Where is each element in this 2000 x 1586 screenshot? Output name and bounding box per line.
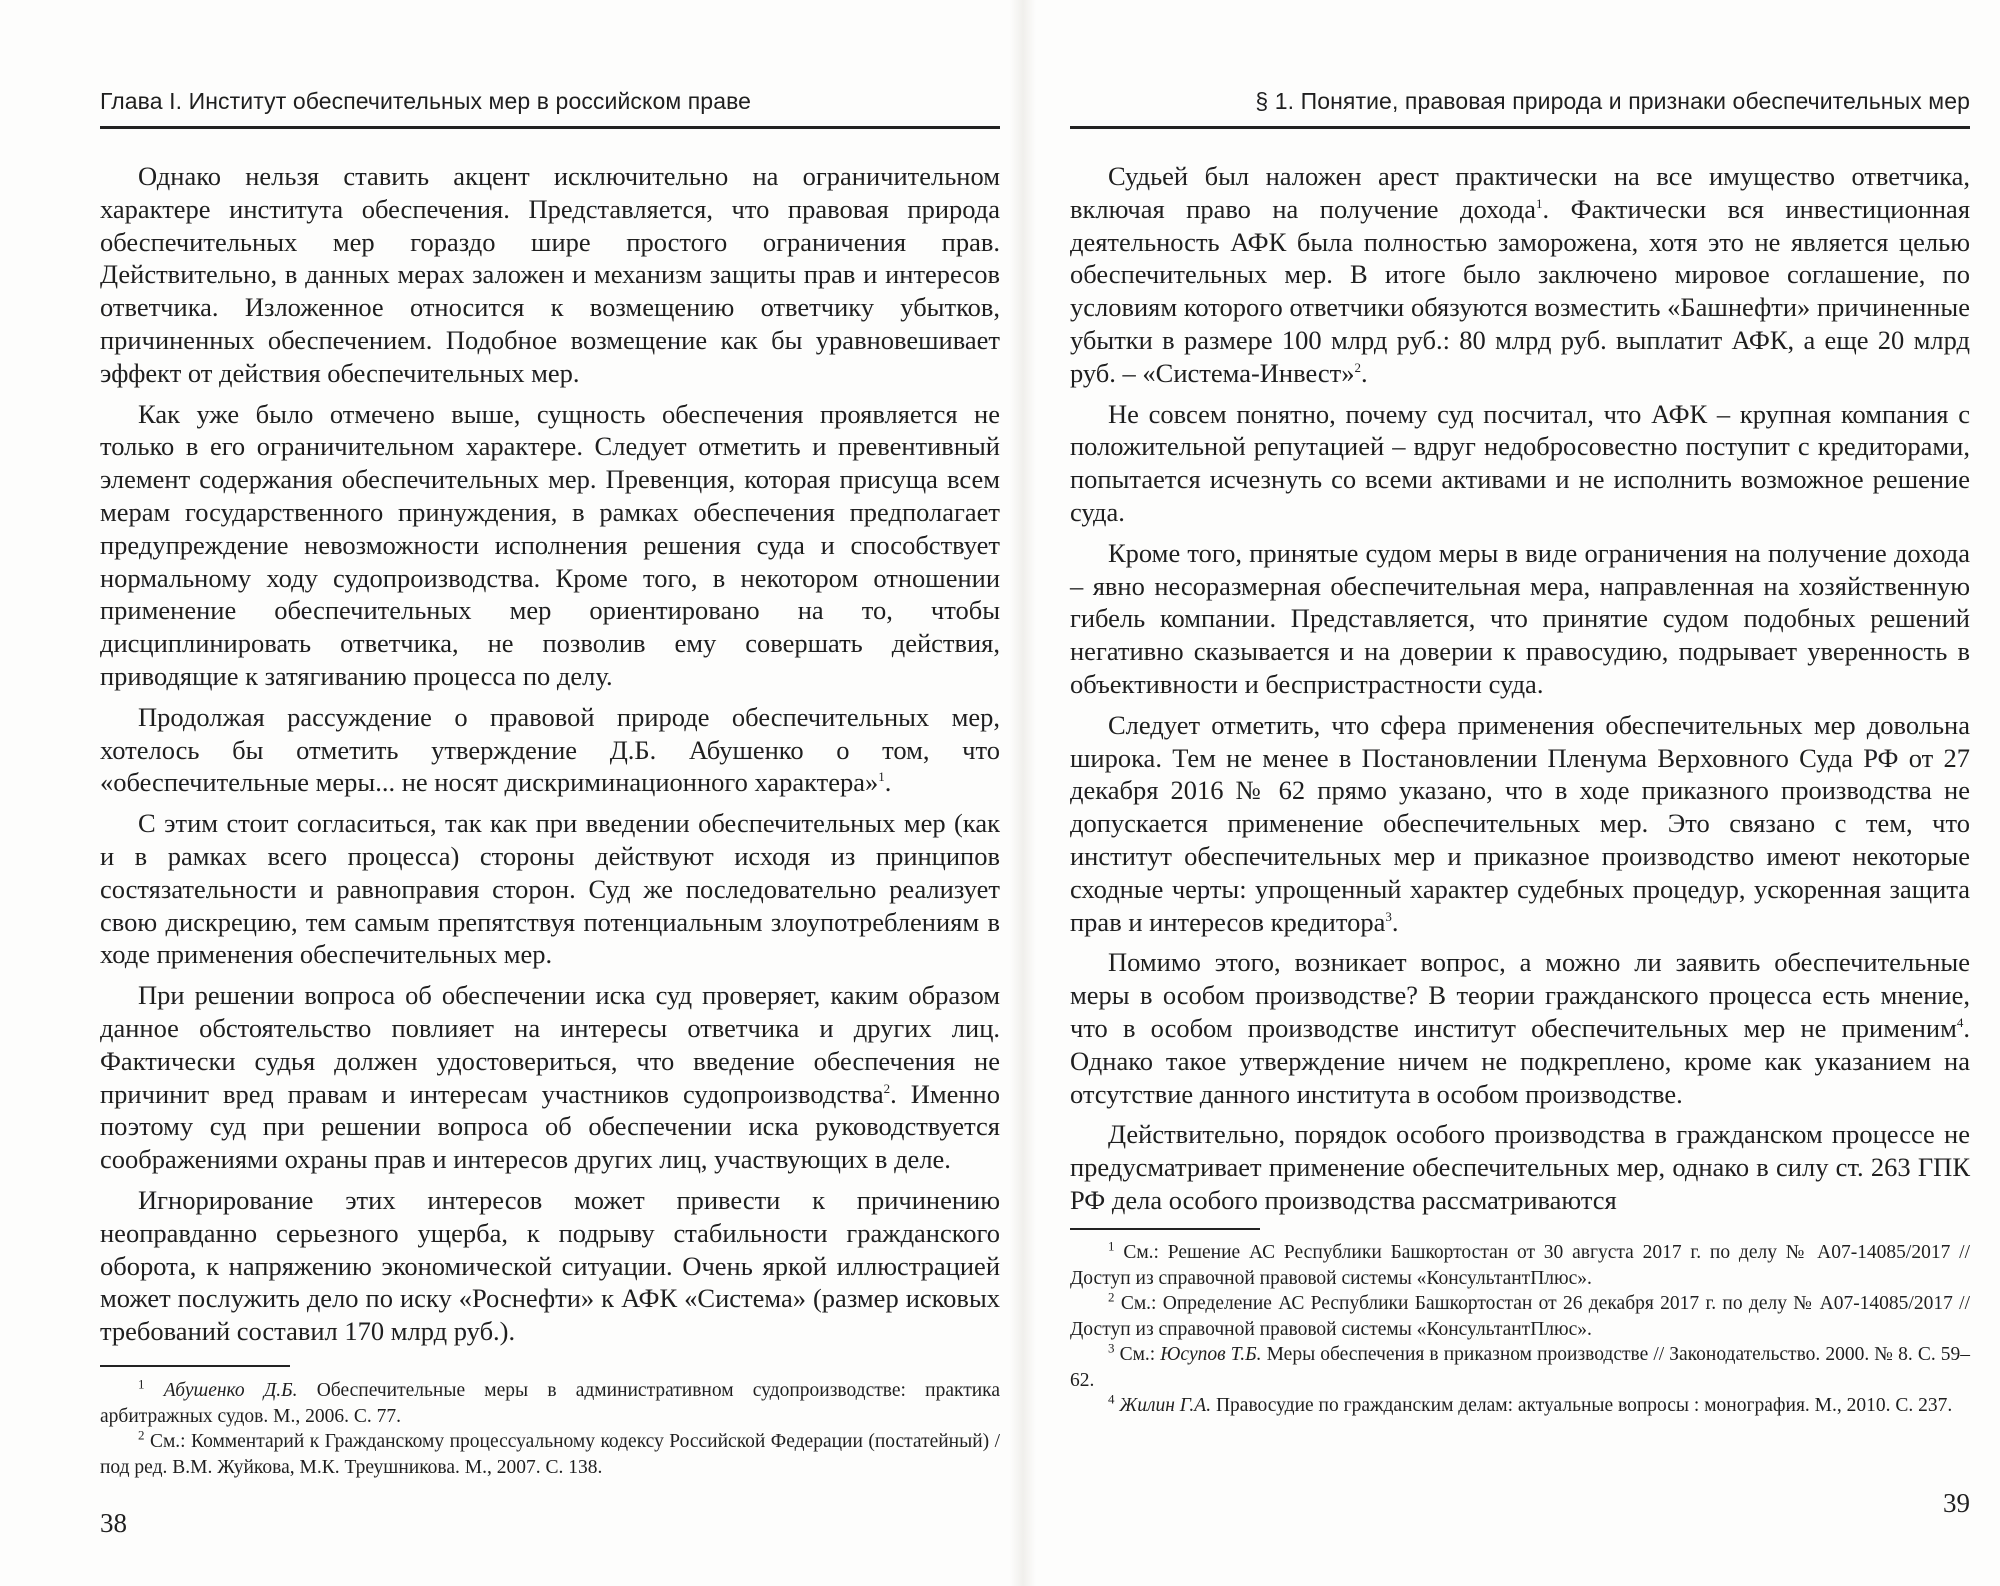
paragraph: Продолжая рассуждение о правовой природе обеспечительных мер, хотелось бы отметить утверждение Д.Б. Абушенко о том, что «обеспечительные меры... не носят дискриминационного характера»$^1$. bbox=[100, 701, 1000, 798]
left-page bbox=[100, 0, 1000, 1586]
right-footnotes bbox=[1070, 1240, 1970, 1419]
paragraph: При решении вопроса об обеспечении иска суд проверяет, каким образом данное обстоятельство повлияет на интересы ответчика и других лиц. Фактически судья должен удостовериться, что введение обеспечения не причинит вред правам и интересам участников судопроизводства$^2$. Именно поэтому суд при решении вопроса об обеспечении иска руководствуется соображениями охраны прав и интересов других лиц, участвующих в деле. bbox=[100, 980, 1000, 1175]
footnote-mark: 1 bbox=[138, 1376, 145, 1392]
footnote-mark: 2 bbox=[138, 1427, 145, 1443]
paragraph-text: Однако такое утверждение ничем не подкреплено, кроме как указанием на отсутствие данного института в особом производстве. bbox=[1070, 1045, 1970, 1109]
footnote-ref[interactable]: 1 bbox=[1536, 195, 1543, 211]
footnote-text: См.: Определение АС Республики Башкортостан от 26 декабря 2017 г. по делу № А07-14085/2017 // Доступ из справочной правовой системы «КонсультантПлюс». bbox=[1070, 1293, 1970, 1340]
paragraph: С этим стоит согласиться, так как при введении обеспечительных мер (как и в рамках всего процесса) стороны действуют исходя из принципов состязательности и равноправия сторон. Суд же последовательно реализует свою дискрецию, тем самым препятствуя потенциальным злоупотреблениям в ходе применения обеспечительных мер. bbox=[100, 808, 1000, 970]
paragraph: Однако нельзя ставить акцент исключительно на ограничительном характере института обеспечения. Представляется, что правовая природа обеспечительных мер гораздо шире простого ограничения прав. Действительно, в данных мерах заложен и механизм защиты прав и интересов ответчика. Изложенное относится к возмещению ответчику убытков, причиненных обеспечением. Подобное возмещение как бы уравновешивает эффект от действия обеспечительных мер. bbox=[100, 161, 1000, 388]
footnote-mark: 4 bbox=[1108, 1391, 1115, 1407]
footnote-ref[interactable]: 4 bbox=[1956, 1015, 1964, 1031]
paragraph: Игнорирование этих интересов может привести к причинению неоправданно серьезного ущерба, к подрыву стабильности гражданского оборота, к напряжению экономической ситуации. Очень яркой иллюстрацией может послужить дело по иску «Роснефти» к АФК «Система» (размер исковых требований составил 170 млрд руб.). bbox=[100, 1184, 1000, 1347]
paragraph-text: Именно поэтому суд при решении вопроса об обеспечении иска руководствуется соображениями охраны прав и интересов других лиц, участвующих в деле. bbox=[100, 1078, 1000, 1175]
footnote-author: Юсупов Т.Б. bbox=[1160, 1344, 1262, 1365]
left-body-text bbox=[100, 160, 1000, 1356]
footnote-text: Меры обеспечения в приказном производстве // Законодательство. 2000. № 8. С. 59–62. bbox=[1070, 1344, 1971, 1391]
footnote-prefix: См.: bbox=[1119, 1344, 1156, 1365]
footnote bbox=[1070, 1342, 1970, 1393]
footnote-author: Жилин Г.А. bbox=[1119, 1395, 1212, 1416]
paragraph: Судьей был наложен арест практически на все имущество ответчика, включая право на получение дохода$^1$. Фактически вся инвестиционная деятельность АФК была полностью заморожена, хотя это не является целью обеспечительных мер. В итоге было заключено мировое соглашение, по условиям которого ответчики обязуются возместить «Башнефти» причиненные убытки в размере 100 млрд руб.: 80 млрд руб. выплатит АФК, а еще 20 млрд руб. – «Система-Инвест»$^2$. bbox=[1070, 161, 1971, 388]
right-page bbox=[1070, 0, 1970, 1586]
left-page-number: 38 bbox=[100, 1508, 127, 1538]
paragraph: Помимо этого, возникает вопрос, а можно ли заявить обеспечительные меры в особом производстве? В теории гражданского процесса есть мнение, что в особом производстве институт обеспечительных мер не применим$^4$. Однако такое утверждение ничем не подкреплено, кроме как указанием на отсутствие данного института в особом производстве. bbox=[1070, 947, 1970, 1109]
footnote-ref[interactable]: 3 bbox=[1385, 908, 1392, 924]
right-page-number: 39 bbox=[1943, 1488, 1970, 1518]
footnote-text: См.: Комментарий к Гражданскому процессуальному кодексу Российской Федерации (постатейный) / под ред. В.М. Жуйкова, М.К. Треушникова. М., 2007. С. 138. bbox=[100, 1431, 1001, 1478]
paragraph-text: Помимо этого, возникает вопрос, а можно ли заявить обеспечительные меры в особом производстве? В теории гражданского процесса есть мнение, что в особом производстве институт обеспечительных мер не применим bbox=[1070, 947, 1970, 1043]
footnote-mark: 3 bbox=[1108, 1340, 1115, 1356]
paragraph-text: Фактически вся инвестиционная деятельность АФК была полностью заморожена, хотя это не является целью обеспечительных мер. В итоге было заключено мировое соглашение, по условиям которого ответчики обязуются возместить «Башнефти» причиненные убытки в размере 100 млрд руб.: 80 млрд руб. выплатит АФК, а еще 20 млрд руб. – «Система-Инвест» bbox=[1070, 193, 1971, 388]
paragraph-text: Продолжая рассуждение о правовой природе обеспечительных мер, хотелось бы отметить утверждение Д.Б. Абушенко о том, что «обеспечительные меры... не носят дискриминационного характера» bbox=[100, 701, 1000, 798]
paragraph-text: Следует отметить, что сфера применения обеспечительных мер довольна широка. Тем не менее в Постановлении Пленума Верховного Суда РФ от 27 декабря 2016 № 62 прямо указано, что в ходе приказного производства не допускается применение обеспечительных мер. Это связано с тем, что институт обеспечительных мер и приказное производство имеют некоторые сходные черты: упрощенный характер судебных процедур, ускоренная защита прав и интересов кредитора bbox=[1070, 709, 1970, 937]
paragraph: Следует отметить, что сфера применения обеспечительных мер довольна широка. Тем не менее в Постановлении Пленума Верховного Суда РФ от 27 декабря 2016 № 62 прямо указано, что в ходе приказного производства не допускается применение обеспечительных мер. Это связано с тем, что институт обеспечительных мер и приказное производство имеют некоторые сходные черты: упрощенный характер судебных процедур, ускоренная защита прав и интересов кредитора$^3$. bbox=[1070, 709, 1970, 937]
footnote bbox=[100, 1378, 1000, 1429]
right-footnote-rule bbox=[1070, 1228, 1260, 1230]
footnote bbox=[1070, 1291, 1970, 1342]
paragraph-text: Судьей был наложен арест практически на все имущество ответчика, включая право на получение дохода bbox=[1070, 161, 1970, 224]
right-running-head: § 1. Понятие, правовая природа и признаки обеспечительных мер bbox=[1255, 88, 1970, 114]
footnote bbox=[100, 1429, 1000, 1480]
footnote-ref[interactable]: 2 bbox=[1354, 359, 1361, 375]
footnote-author: Абушенко Д.Б. bbox=[163, 1380, 298, 1401]
paragraph: Как уже было отмечено выше, сущность обеспечения проявляется не только в его ограничительном характере. Следует отметить и превентивный элемент содержания обеспечительных мер. Превенция, которая присуща всем мерам государственного принуждения, в рамках обеспечения предполагает предупреждение невозможности исполнения решения суда и способствует нормальному ходу судопроизводства. Кроме того, в некотором отношении применение обеспечительных мер ориентировано на то, чтобы дисциплинировать ответчика, не позволив ему совершать действия, приводящие к затягиванию процесса по делу. bbox=[100, 398, 1000, 691]
footnote-text: Правосудие по гражданским делам: актуальные вопросы : монография. М., 2010. С. 237. bbox=[1215, 1395, 1953, 1416]
paragraph-text: При решении вопроса об обеспечении иска суд проверяет, каким образом данное обстоятельство повлияет на интересы ответчика и других лиц. Фактически судья должен удостовериться, что введение обеспечения не причинит вред правам и интересам участников судопроизводства bbox=[100, 980, 1000, 1109]
book-gutter bbox=[1010, 0, 1036, 1586]
left-footnote-rule bbox=[100, 1365, 290, 1367]
footnote-text: Обеспечительные меры в административном судопроизводстве: практика арбитражных судов. М., 2006. С. 77. bbox=[100, 1380, 1000, 1427]
footnote-ref[interactable]: 1 bbox=[878, 769, 885, 785]
footnote-ref[interactable]: 2 bbox=[883, 1080, 891, 1096]
paragraph: Действительно, порядок особого производства в гражданском процессе не предусматривает применение обеспечительных мер, однако в силу ст. 263 ГПК РФ дела особого производства рассматриваются bbox=[1070, 1119, 1970, 1215]
left-header-rule bbox=[100, 126, 1000, 129]
footnote-mark: 1 bbox=[1108, 1238, 1115, 1254]
footnote bbox=[1070, 1240, 1970, 1291]
footnote bbox=[1070, 1393, 1970, 1419]
left-running-head: Глава I. Институт обеспечительных мер в российском праве bbox=[100, 88, 752, 114]
left-footnotes bbox=[100, 1378, 1000, 1480]
right-body-text bbox=[1070, 160, 1970, 1225]
footnote-text: См.: Решение АС Республики Башкортостан от 30 августа 2017 г. по делу № А07-14085/2017 // Доступ из справочной правовой системы «КонсультантПлюс». bbox=[1070, 1242, 1970, 1289]
paragraph: Не совсем понятно, почему суд посчитал, что АФК – крупная компания с положительной репутацией – вдруг недобросовестно поступит с кредиторами, попытается исчезнуть со всеми активами и не исполнить возможное решение суда. bbox=[1070, 398, 1970, 527]
right-header-rule bbox=[1070, 126, 1970, 129]
paragraph: Кроме того, принятые судом меры в виде ограничения на получение дохода – явно несоразмерная обеспечительная мера, направленная на хозяйственную гибель компании. Представляется, что принятие судом подобных решений негативно сказывается и на доверии к правосудию, подрывает уверенность в объективности и беспристрастности суда. bbox=[1070, 537, 1970, 699]
footnote-mark: 2 bbox=[1108, 1289, 1115, 1305]
